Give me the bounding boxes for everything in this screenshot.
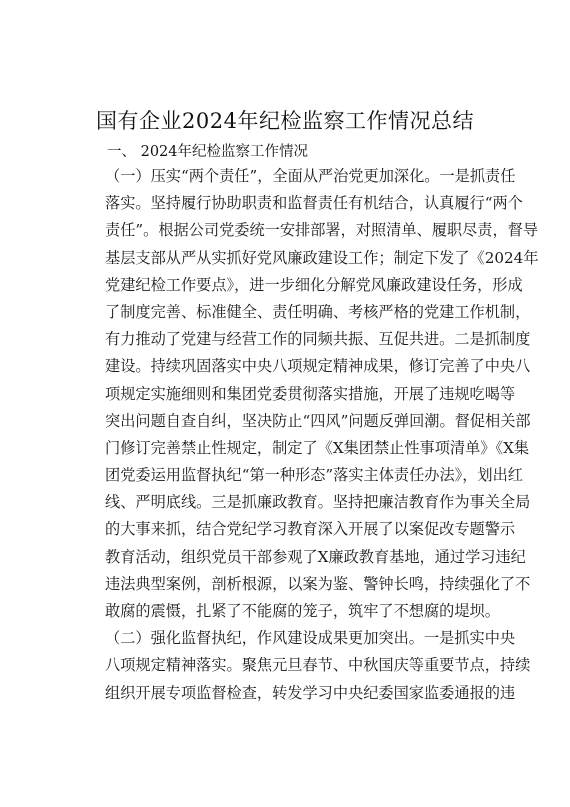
paragraph-line: 落实。坚持履行协助职责和监督责任有机结合，认真履行“两个 [105, 194, 523, 213]
paragraph-line: （二）强化监督执纪，作风建设成果更加突出。一是抓实中央 [105, 629, 516, 648]
paragraph-line: 违法典型案例，剖析根源，以案为鉴、警钟长鸣，持续强化了不 [105, 574, 531, 593]
section-heading: 一、 2024年纪检监察工作情况 [107, 144, 309, 160]
paragraph-line: 责任”。根据公司党委统一安排部署，对照清单、履职尽责，督导 [105, 221, 539, 240]
paragraph-line: 八项规定精神落实。聚焦元旦春节、中秋国庆等重要节点，持续 [105, 656, 531, 675]
paragraph-line: 教育活动，组织党员干部参观了X廉政教育基地，通过学习违纪 [105, 547, 526, 566]
body-text [105, 163, 539, 707]
paragraph-line: （一）压实“两个责任”，全面从严治党更加深化。一是抓责任 [105, 167, 516, 185]
paragraph-line: 突出问题自查自纠，坚决防止“四风”问题反弹回潮。督促相关部 [105, 411, 531, 430]
paragraph-line: 建设。持续巩固落实中央八项规定精神成果，修订完善了中央八 [105, 357, 531, 376]
paragraph-line: 敢腐的震慑，扎紧了不能腐的笼子，筑牢了不想腐的堤坝。 [105, 602, 500, 620]
paragraph-line: 有力推动了党建与经营工作的同频共振、互促共进。二是抓制度 [105, 330, 531, 349]
paragraph-line: 基层支部从严从实抓好党风廉政建设工作；制定下发了《2024年 [105, 248, 539, 267]
paragraph-line: 团党委运用监督执纪“第一种形态”落实主体责任办法》，划出红 [105, 466, 523, 485]
paragraph-line: 党建纪检工作要点》，进一步细化分解党风廉政建设任务，形成 [105, 275, 523, 294]
paragraph-line: 的大事来抓，结合党纪学习教育深入开展了以案促改专题警示 [105, 520, 516, 539]
paragraph-line: 门修订完善禁止性规定，制定了《X集团禁止性事项清单》《X集 [105, 438, 530, 457]
paragraph-line: 项规定实施细则和集团党委贯彻落实措施，开展了违规吃喝等 [105, 384, 516, 403]
document-title: 国有企业2024年纪检监察工作情况总结 [96, 109, 474, 133]
paragraph-line: 了制度完善、标准健全、责任明确、考核严格的党建工作机制， [105, 302, 531, 321]
paragraph-line: 线、严明底线。三是抓廉政教育。坚持把廉洁教育作为事关全局 [105, 493, 531, 512]
paragraph-line: 组织开展专项监督检查，转发学习中央纪委国家监委通报的违 [105, 683, 516, 702]
